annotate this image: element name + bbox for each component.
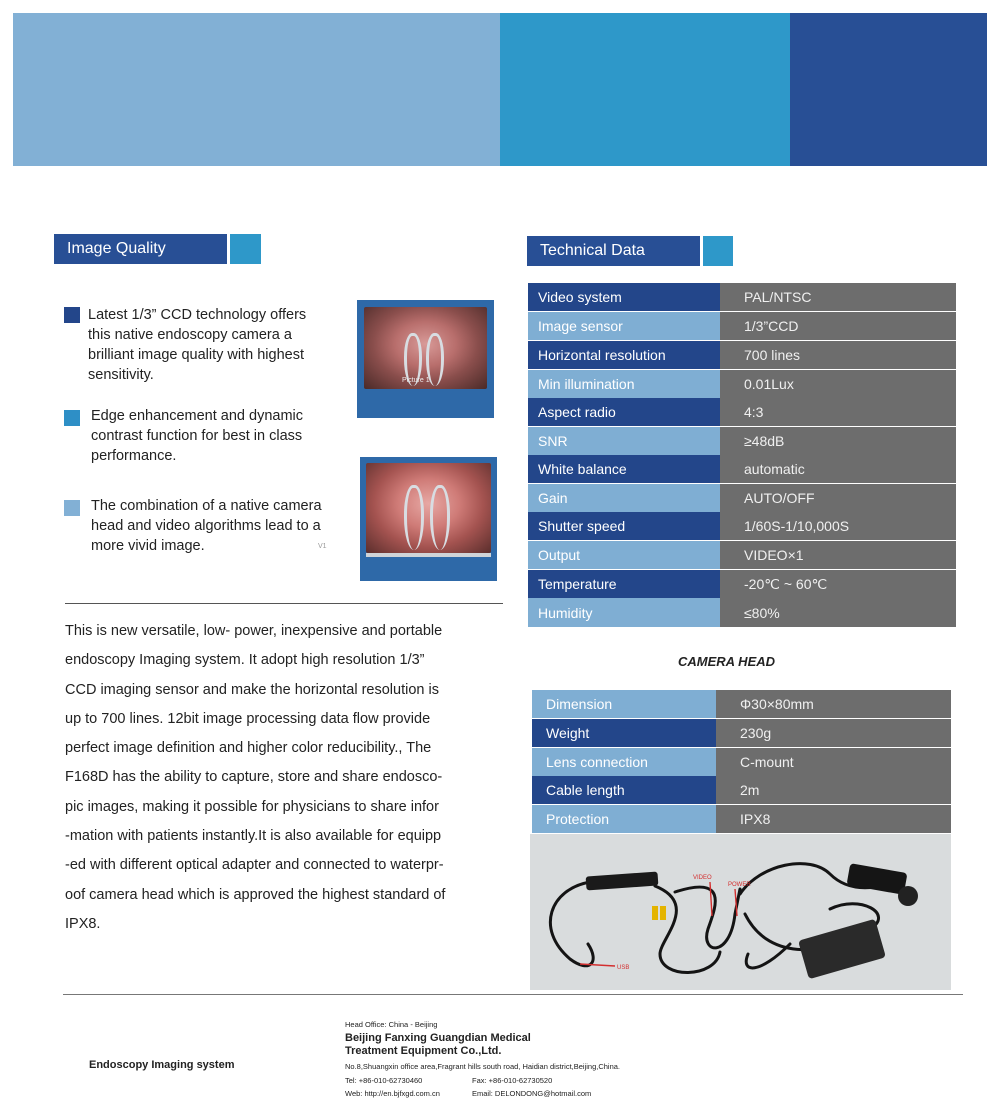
spec-label: Cable length [532,776,716,804]
technical-data-heading: Technical Data [527,236,700,266]
spec-value: -20℃ ~ 60℃ [720,570,956,598]
spec-value: ≥48dB [720,427,956,455]
bullet-marker-2 [64,410,80,426]
bullet-marker-1 [64,307,80,323]
description-line: up to 700 lines. 12bit image processing data flow provide [65,710,431,727]
footer-company-line1: Beijing Fanxing Guangdian Medical [345,1032,531,1044]
footer-company-line2: Treatment Equipment Co.,Ltd. [345,1045,502,1057]
footer-head-office: Head Office: China - Beijing [345,1020,438,1029]
endoscopy-photo-1: Picture 1 [357,300,494,418]
description-line: CCD imaging sensor and make the horizontal resolution is [65,681,439,698]
footer-web[interactable]: Web: http://en.bjfxgd.com.cn [345,1089,440,1098]
table-row [528,455,956,483]
spec-label: White balance [528,455,720,483]
spec-value: IPX8 [716,805,951,833]
spec-value: VIDEO×1 [720,541,956,569]
spec-label: Min illumination [528,370,720,398]
spec-label: Aspect radio [528,398,720,426]
bullet-text-3: The combination of a native camera head and video algorithms lead to a more vivid image. [91,498,322,554]
spec-label: Output [528,541,720,569]
footer-address: No.8,Shuangxin office area,Fragrant hills south road, Haidian district,Beijing,China. [345,1062,621,1071]
table-row [528,370,956,398]
section-divider [65,603,503,604]
endoscopy-photo-2 [360,457,497,581]
spec-label: Weight [532,719,716,747]
description-line: endoscopy Imaging system. It adopt high resolution 1/3” [65,652,425,669]
description-line: IPX8. [65,915,101,932]
spec-value: 2m [716,776,951,804]
spec-value: C-mount [716,748,951,776]
spec-label: Gain [528,484,720,512]
table-row [532,776,951,804]
spec-value: ≤80% [720,598,956,627]
power-label: POWER [728,882,751,888]
bullet-text-1: Latest 1/3” CCD technology offers this native endoscopy camera a brilliant image quality with highest sensitivity. [88,307,307,383]
description-line: -ed with different optical adapter and connected to waterpr- [65,857,444,874]
table-row [528,398,956,426]
description-line: perfect image definition and higher color reducibility., The [65,740,432,757]
description-line: This is new versatile, low- power, inexpensive and portable [65,623,443,639]
table-row [532,690,951,718]
footer-email[interactable]: Email: DELONDONG@hotmail.com [472,1089,592,1098]
spec-label: Dimension [532,690,716,718]
footer-divider [63,994,963,995]
technical-data-table [528,283,956,627]
table-row [528,570,956,598]
description-line: oof camera head which is approved the highest standard of [65,886,446,903]
table-row [528,541,956,569]
footer-tel: Tel: +86-010-62730460 [345,1076,423,1085]
spec-label: Image sensor [528,312,720,340]
camera-cables-illustration [530,834,951,990]
spec-value: Φ30×80mm [716,690,951,718]
table-row [532,719,951,747]
table-row [528,484,956,512]
usb-label: USB [617,965,630,971]
banner-mid [500,13,790,166]
spec-value: 700 lines [720,341,956,369]
bullet-text-2: Edge enhancement and dynamic contrast function for best in class performance. [91,408,304,464]
spec-value: 230g [716,719,951,747]
spec-value: 4:3 [720,398,956,426]
technical-data-heading-accent [703,236,733,266]
description-line: -mation with patients instantly.It is also available for equipp [65,828,442,845]
spec-label: Horizontal resolution [528,341,720,369]
video-label: VIDEO [693,875,712,881]
footer-product-name: Endoscopy Imaging system [89,1059,235,1071]
footer-fax: Fax: +86-010-62730520 [472,1076,553,1085]
description-line: pic images, making it possible for physicians to share infor [65,798,439,815]
description-paragraph [65,617,445,939]
spec-value: 1/3”CCD [720,312,956,340]
spec-value: AUTO/OFF [720,484,956,512]
spec-value: 0.01Lux [720,370,956,398]
spec-label: Lens connection [532,748,716,776]
spec-label: SNR [528,427,720,455]
table-row [528,341,956,369]
table-row [528,312,956,340]
photo-caption-2: V1 [318,543,327,550]
image-quality-heading-accent [230,234,261,264]
camera-head-heading: CAMERA HEAD [678,654,776,669]
camera-product-photo [530,834,951,990]
table-row [528,512,956,540]
table-row [528,283,956,311]
camera-head-table [532,690,951,833]
bullet-marker-3 [64,500,80,516]
table-row [528,427,956,455]
spec-label: Temperature [528,570,720,598]
table-row [532,748,951,776]
banner-dark [790,13,987,166]
table-row [532,805,951,833]
spec-label: Video system [528,283,720,311]
spec-value: 1/60S-1/10,000S [720,512,956,540]
spec-label: Humidity [528,598,720,627]
spec-value: automatic [720,455,956,483]
table-row [528,598,956,627]
banner-light [13,13,500,166]
spec-value: PAL/NTSC [720,283,956,311]
description-line: F168D has the ability to capture, store and share endosco- [65,769,443,786]
spec-label: Protection [532,805,716,833]
image-quality-heading: Image Quality [54,234,227,264]
spec-label: Shutter speed [528,512,720,540]
